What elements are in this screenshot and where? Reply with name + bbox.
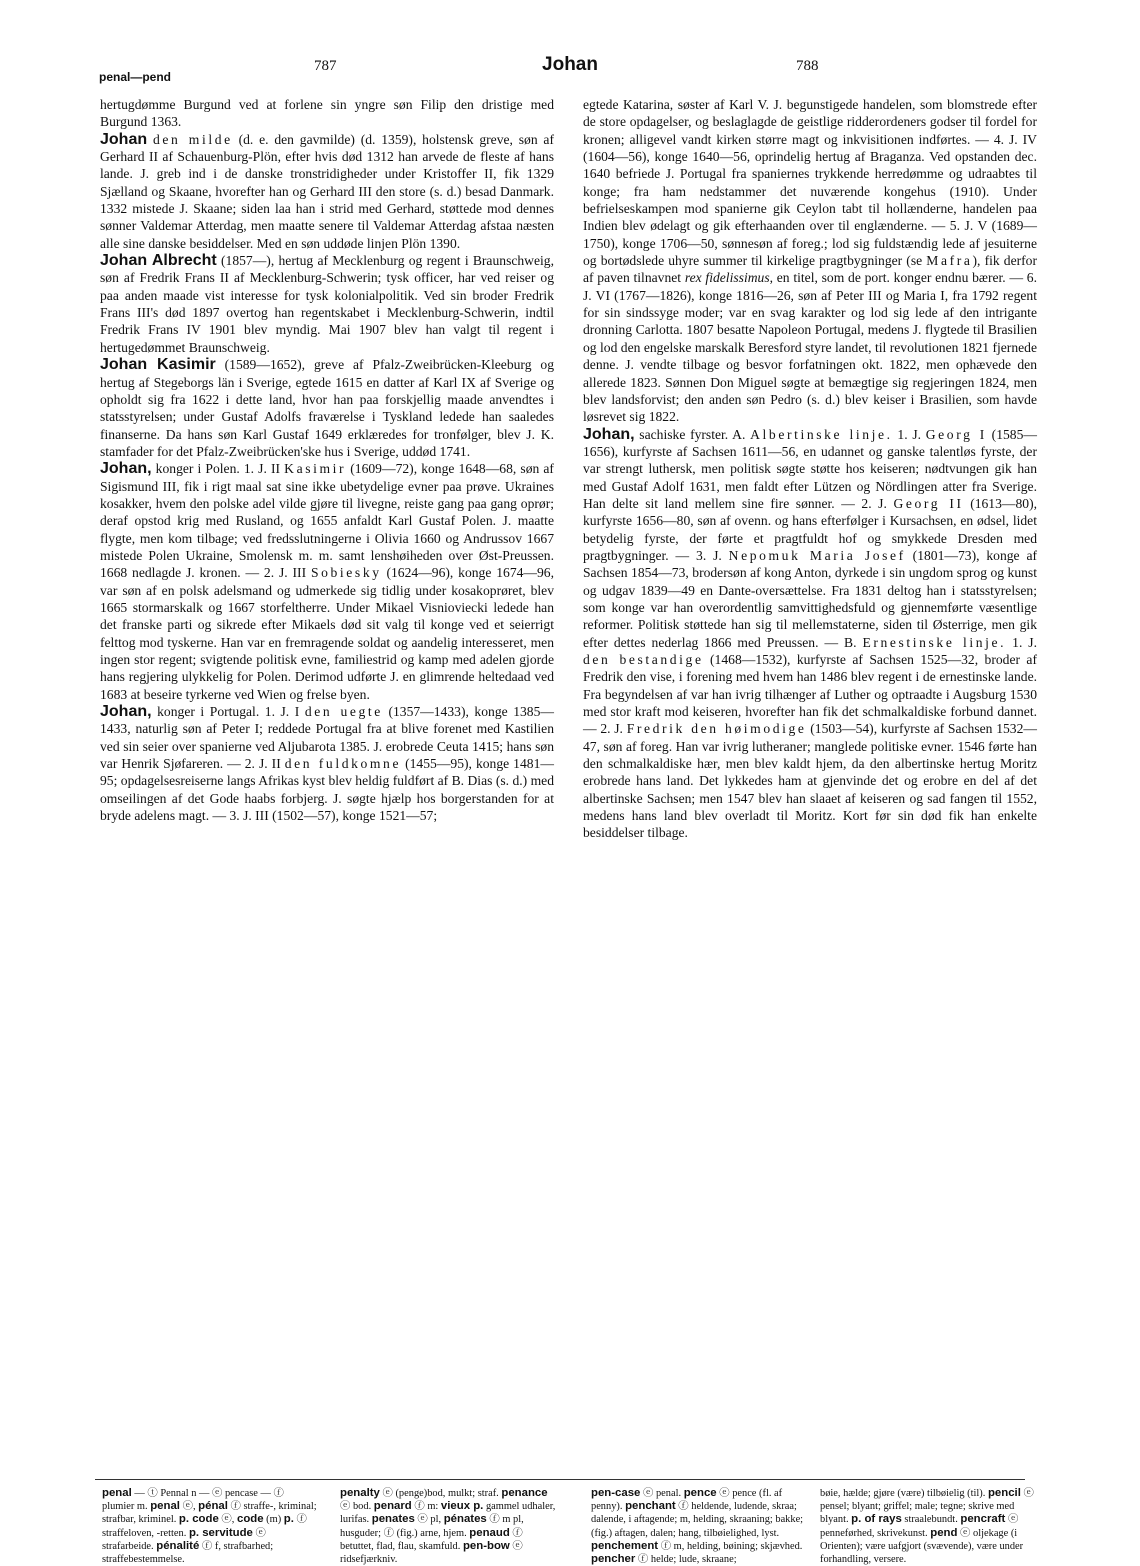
- glossary-definition: ⓕ heldende, ludende, skraa; dalende, i aftagende; m, helding, skraaning; bakke; (fig.) aftagen, dalen; hang, tilbøielighed, lyst.: [591, 1501, 804, 1539]
- glossary-block: [591, 1487, 807, 1566]
- page-number-right: 788: [796, 58, 819, 74]
- entry-johan-polen: [100, 460, 554, 703]
- glossary-definition: gammel udhaler, lurifas.: [340, 1501, 556, 1526]
- glossary-definition: ⓔ strafarbeide.: [102, 1527, 266, 1552]
- entry-johan-kasimir: [100, 356, 554, 460]
- glossary-headword: penaud: [469, 1526, 510, 1539]
- entry-text: (1357—1433), konge 1385—1433, naturlig søn af Peter I; reddede Portugal fra at blive forenet med Kastilien ved sin seier over spanierne ved Aljubarota 1385. J. erobrede Ceuta 1415; hans søn var Henrik Sjøfareren. — 2. J. II: [100, 704, 554, 772]
- entry-lemma: Johan Kasimir: [100, 356, 216, 374]
- glossary-column-2: [340, 1487, 556, 1566]
- glossary-definition: ⓕ betuttet, flad, flau, skamfuld.: [340, 1527, 523, 1552]
- entry-text: egtede Katarina, søster af Karl V. J. begunstigede handelen, som blomstrede efter de store opdagelser, og beslaglagde de geistlige ridderordeners godser til fordel for kronen; alligevel vandt kirken større magt og inkvisitionen indførtes. — 4. J. IV (1604—56), konge 1640—56, oprindelig hertug af Braganza. Ved opstanden dec. 1640 befriede J. Portugal fra spaniernes trykkende herredømme og udraabtes til konge; fra ham nedstammer det nuværende kongehus (1910). Under befrielseskampen mod spanierne gik Ceylon tabt til hollænderne, handelen paa Indien blev ødelagt og gik efterhaanden over til englænderne. — 5. J. V (1689—1750), konge 1706—50, sønnesøn af foreg.; lod sig fuldstændig lede af jesuiterne og bortødslede uhyre summer til kirkelige pragtbygninger (se: [583, 97, 1037, 269]
- glossary-headword: pence: [683, 1487, 717, 1499]
- entry-text: (1857—), hertug af Mecklenburg og regent i Braunschweig, søn af Fredrik Frans II af Mecklenburg-Schwerin; tysk officer, har ved reiser og paa anden maade vist interesse for tysk kolonialpolitik. Ved sin broder Fredrik Frans III's død 1897 overtog han regentskabet i Mecklenburg-Schwerin, indtil Fredrik Frans IV 1901 blev myndig. Mai 1907 blev han valgt til regent i hertugedømmet Braunschweig.: [100, 253, 555, 355]
- glossary-definition: ⓔ,: [179, 1501, 199, 1513]
- entry-text: (1468—1532), kurfyrste af Sachsen 1525—32, broder af Fredrik den vise, i forening med hvem han 1486 blev regent i de ernestinske lande. Fra begyndelsen af var han ivrig tilhænger af Luther og optraadte i Augsburg 1530 med stor kraft mod keiseren, hvorefter han fik det schmalkaldiske forbund dannet. — 2. J.: [583, 652, 1037, 737]
- glossary-column-4: [820, 1487, 1036, 1566]
- glossary-headword: p.: [283, 1513, 294, 1526]
- glossary-headword: penalty: [340, 1487, 380, 1499]
- entry-johan-albrecht: [100, 252, 554, 356]
- glossary-headword: penal: [102, 1487, 132, 1499]
- footnote-divider: [95, 1479, 1025, 1480]
- glossary-headword: pencraft: [960, 1513, 1006, 1526]
- entry-spaced-name: Kasimir: [284, 461, 347, 477]
- glossary-headword: p. of rays: [851, 1513, 902, 1526]
- glossary-definition: ⓔ,: [218, 1514, 237, 1526]
- entry-epithet: den milde: [152, 131, 233, 147]
- glossary-definition: ⓔ oljekage (i Orienten); være uafgjort (svævende), være under forhandling, versere.: [820, 1527, 1024, 1566]
- glossary-definition: ⓕ m, helding, bøining; skjævhed.: [658, 1540, 803, 1552]
- glossary-headword: pénal: [198, 1500, 228, 1513]
- glossary-definition: ⓕ m pl, husguder; ⓕ (fig.) arne, hjem.: [340, 1514, 524, 1539]
- glossary-definition: ⓕ f, strafbarhed; straffebestemmelse.: [102, 1540, 274, 1566]
- glossary-headword: penal: [150, 1500, 180, 1513]
- entry-lemma: Johan,: [100, 460, 152, 478]
- glossary-definition: ⓔ ridsefjærkniv.: [340, 1540, 523, 1566]
- glossary-column-1: [102, 1487, 318, 1566]
- entry-lemma: Johan,: [100, 703, 152, 721]
- glossary-definition: bøie, hælde; gjøre (være) tilbøielig (til).: [820, 1488, 988, 1499]
- glossary-headword: p. code: [178, 1513, 219, 1526]
- entry-text: (1585—1656), kurfyrste af Sachsen 1611—56, en udannet og ganske talentløs fyrste, der var strengt luthersk, men politisk søgte støtte hos keiseren; nødtvungen gik han med Gustaf Adolf 1631, men faldt efter Lützen og Nördlingen atter fra Sverige. Han delte sit land mellem sine fire sønner. — 2. J.: [583, 426, 1037, 511]
- glossary-definition: ⓔ penneførhed, skrivekunst.: [820, 1514, 1019, 1539]
- glossary-block: [102, 1487, 318, 1566]
- entry-text: (1624—96), konge 1674—96, var søn af en polsk adelsmand og udmerkede sig tidlig under kosakoprøret, blev 1665 stormarskalk og 1667 storfeltherre. Under Mikael Visnioviecki ledede han det franske parti og sikrede efter Mikaels død sit valg til konge ved et seierrigt felttog mod tyskerne. Han var en fremragende soldat og aandelig interesseret, men ingen stor regent; svigtende politisk evne, familiestrid og kamp med adelen gjorde hans regjering ulykkelig for Polen. Derimod udførte J. en glimrende heltedaad ved 1683 at beseire tyrkerne ved Wien og frelse byen.: [100, 565, 555, 702]
- entry-spaced-name: Nepomuk Maria Josef: [728, 547, 906, 563]
- entry-spaced-name: den bestandige: [583, 652, 704, 667]
- paragraph-continuation: [583, 96, 1037, 426]
- entry-lemma: Johan: [100, 130, 148, 148]
- glossary-headword: pen-case: [591, 1487, 641, 1499]
- glossary-headword: code: [236, 1513, 264, 1526]
- glossary-definition: ⓔ pl,: [414, 1514, 444, 1526]
- glossary-headword: penchement: [591, 1539, 659, 1552]
- glossary-headword: pénates: [443, 1513, 487, 1526]
- column-right: [583, 96, 1037, 1480]
- glossary-column-3: [591, 1487, 807, 1566]
- glossary-definition: ⓕ straffe-, kriminal; strafbar, kriminel.: [102, 1501, 317, 1526]
- entry-spaced-name: Georg I: [925, 426, 987, 442]
- entry-text: (1613—80), kurfyrste 1656—80, søn af ovenn. og hans efterfølger i Kursachsen, en ødsel, lidet betydelig fyrste, der førte et pragtfuldt hof og smykkede Dresden med pragtbygninger. — 3. J.: [583, 495, 1038, 563]
- glossary-block: [820, 1487, 1036, 1566]
- glossary-block: [340, 1487, 556, 1566]
- entry-lemma: Johan,: [583, 425, 635, 443]
- glossary-headword: penates: [371, 1513, 415, 1526]
- glossary-headword: pénalité: [156, 1539, 200, 1552]
- entry-johan-den-milde: [100, 131, 554, 252]
- entry-text: konger i Polen. 1. J. II: [155, 461, 281, 477]
- entry-lemma: Johan Albrecht: [100, 252, 217, 270]
- glossary-headword: penard: [373, 1500, 412, 1513]
- entry-text: (1801—73), konge af Sachsen 1854—73, brodersøn af kong Anton, dyrkede i sin ungdom sprog og kunst og udgav 1839—49 en Dante-oversættelse. Fra 1831 deltog han i statsstyrelsen; som konge var han overordentlig samvittighedsfuld og gjennemførte væsentlige reformer. Politisk støttede han sig til mellemstaterne, siden til Østerrige, men gik efter dettes nederlag 1866 med Preussen. — B.: [583, 547, 1038, 650]
- entry-italic: rex fidelissimus: [684, 270, 770, 286]
- entry-spaced-name: den uegte: [304, 704, 383, 720]
- glossary-definition: ⓔ bod.: [340, 1501, 374, 1513]
- glossary-headword: pen-bow: [462, 1539, 510, 1552]
- entry-spaced-name: Georg II: [893, 495, 964, 511]
- glossary-definition: ⓕ m:: [411, 1501, 441, 1513]
- glossary-definition: — ⓣ Pennal n — ⓔ pencase — ⓕ plumier m.: [102, 1488, 284, 1513]
- entry-text: (1609—72), konge 1648—68, søn af Sigismund III, fik i rigt maal sat sine ikke ubetydelige evner paa prøve. Ukraines kosakker, hvem den polske adel vilde gjøre til livegne, reiste gang paa gang oprør; deraf opstod krig med Rusland, og 1655 anfaldt Karl Gustaf Polen. J. maatte flygte, men kom tilbage; ved fredsslutningerne i Olivia 1660 og Andrussov 1667 mistede Polen Ukraine, Smolensk m. m. samt lenshøiheden over Øst-Preussen. 1668 nedlagde J. kronen. — 2. J. III: [100, 461, 554, 581]
- entry-text: (d. e. den gavmilde) (d. 1359), holstensk greve, søn af Gerhard II af Schauenburg-Plön, efter hvis død 1312 han arvede de fleste af hans lande. J. greb ind i de danske tronstridigheder under Kristoffer II, fik 1329 Sjælland og Skaane, hvorefter han og Gerhard III den store (s. d.) besad Danmark. 1332 mistede J. Skaane; siden laa han i strid med Gerhard, støttede mod dennes sønner Valdemar Atterdag, men maatte senere til Valdemar Atterdag afstaa næsten alle sine danske besiddelser. Med en søn uddøde linjen Plön 1390.: [100, 131, 554, 251]
- glossary-definition: (m): [263, 1514, 284, 1526]
- entry-spaced-name: Ernestinske linje.: [862, 634, 1007, 650]
- glossary-definition: ⓔ penal.: [640, 1488, 684, 1499]
- entry-text: ), fik derfor af paven tilnavnet: [583, 253, 1037, 286]
- guide-words: penal—pend: [99, 70, 172, 84]
- glossary-definition: ⓔ (penge)bod, mulkt; straf.: [379, 1488, 502, 1499]
- entry-text: konger i Portugal. 1. J. I: [157, 704, 300, 720]
- glossary-headword: penchant: [625, 1500, 676, 1513]
- entry-text: 1. J.: [897, 426, 922, 442]
- glossary-definition: straalebundt.: [901, 1514, 961, 1526]
- entry-text: (1589—1652), greve af Pfalz-Zweibrücken-Kleeburg og hertug af Stegeborgs län i Sverige, egtede 1615 en datter af Karl IX af Sverige og opholdt sig fra 1622 i dette land, hvor han paa forskjellig maade anvendtes i statsstyrelsen; under Gustaf Adolfs fraværelse i Tyskland ledede han saaledes finanserne. Da hans søn Karl Gustaf 1649 erklæredes for tronfølger, blev J. K. stamfader for det Pfalz-Zweibrücken'ske hus i Sverige, uddød 1741.: [100, 357, 554, 459]
- page-number-left: 787: [314, 58, 337, 74]
- entry-text: sachiske fyrster. A.: [639, 426, 746, 442]
- glossary-definition: ⓕ straffeloven, -retten.: [102, 1514, 307, 1539]
- entry-text: , en titel, som de port. konger endnu bærer. — 6. J. VI (1767—1826), konge 1816—26, søn af Peter III og Maria I, fra 1792 regent for sin sindssyge moder; var en svag karakter og lod sig lede af den intrigante dronning Carlotta. 1807 besatte Napoleon Portugal, medens J. flygtede til Brasilien og lod den engelske marskalk Beresford styre landet, til revolutionen 1821 fjernede denne. J. vendte tilbage og besvor forfatningen okt. 1822, men ophævede den allerede 1823. Sønnen Don Miguel søgte at bemægtige sig regjeringen 1824, men blev landsforvist; den anden søn Pedro (s. d.) blev keiser i Brasilien, som havde løsrevet sig 1822.: [583, 270, 1037, 425]
- entry-spaced-name: Fredrik den høimodige: [626, 721, 807, 737]
- glossary-headword: vieux p.: [440, 1500, 484, 1513]
- paragraph-continuation: hertugdømme Burgund ved at forlene sin yngre søn Filip den dristige med Burgund 1363.: [100, 97, 554, 130]
- column-left: [100, 96, 554, 1480]
- entry-johan-portugal: [100, 703, 554, 824]
- entry-spaced-name: Sobiesky: [310, 565, 382, 581]
- entry-spaced-name: Mafra: [926, 253, 973, 269]
- glossary-headword: p. servitude: [188, 1526, 253, 1539]
- entry-text: 1. J.: [1012, 634, 1037, 650]
- running-head: Johan: [542, 54, 598, 75]
- glossary-headword: pend: [930, 1526, 958, 1539]
- glossary-definition: ⓔ pence (fl. af penny).: [591, 1488, 783, 1513]
- entry-johan-sachsen: [583, 426, 1037, 842]
- glossary-definition: ⓔ pensel; blyant; griffel; male; tegne; skrive med blyant.: [820, 1488, 1034, 1526]
- glossary-headword: penance: [501, 1487, 548, 1499]
- entry-text: (1503—54), kurfyrste af Sachsen 1532—47, søn af foreg. Han var ivrig lutheraner; manglede politiske evner. 1546 førte han den schmalkaldiske hær, men blev kaldt hjem, da den albertinske hertug Moritz erobrede hans land. Det lykkedes ham at gjenvinde det og erobre en del af det albertinske Sachsen; men 1547 blev han slaaet af keiseren og sad fangen til 1552, medens hans land blev overladt til Moritz. Kort før sin død fik han enkelte besiddelser tilbage.: [583, 721, 1037, 841]
- glossary-definition: ⓕ helde; lude, skraane;: [635, 1554, 737, 1566]
- entry-text: (1455—95), konge 1481—95; opdagelsesreiserne langs Afrikas kyst blev heldig fuldført af B. Dias (s. d.) med omseilingen af det Gode haabs forbjerg. J. søgte hjælp hos borgerstanden for at bryde adelens magt. — 3. J. III (1502—57), konge 1521—57;: [100, 756, 554, 824]
- entry-spaced-name: Albertinske linje.: [750, 426, 893, 442]
- glossary-headword: pencher: [591, 1553, 636, 1566]
- entry-spaced-name: den fuldkomne: [284, 756, 402, 772]
- glossary-headword: pencil: [987, 1487, 1021, 1499]
